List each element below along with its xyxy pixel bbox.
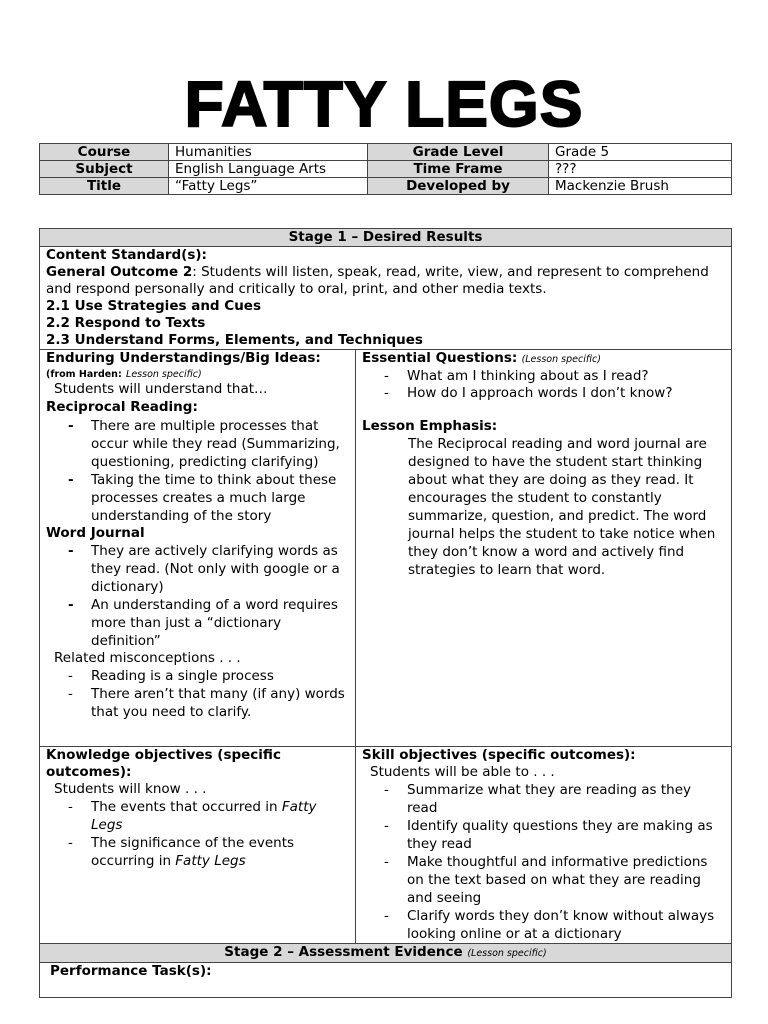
list-item: - How do I approach words I don’t know?	[384, 385, 673, 401]
unit-plan-table	[39, 228, 732, 998]
content-standards-cell	[40, 247, 732, 350]
outcome-2-2: 2.2 Respond to Texts	[46, 315, 206, 331]
list-item: - The significance of the events occurring in Fatty Legs	[68, 835, 295, 869]
list-item: - Summarize what they are reading as they read	[384, 782, 692, 816]
list-item: - Clarify words they don’t know without always looking online or at a dictionary	[384, 908, 715, 942]
knowledge-intro: Students will know . . .	[54, 781, 207, 797]
skill-intro: Students will be able to . . .	[370, 764, 555, 780]
list-item: - What am I thinking about as I read?	[384, 368, 649, 384]
list-item: - Reading is a single process	[68, 668, 274, 684]
lesson-emphasis-text: The Reciprocal reading and word journal are designed to have the student start thinking about what they are doing as they read. It encourages the student to constantly summarize, question, and predict. The word journal helps the student to take notice when they don’t know a word and actively find strategies to learn that word.	[408, 436, 716, 578]
essential-questions-list	[362, 368, 725, 402]
list-item: - Make thoughtful and informative predictions on the text based on what they are reading and seeing	[384, 854, 708, 906]
general-outcome-text: : Students will listen, speak, read, write, view, and represent to comprehend and respond personally and critically to oral, print, and other media texts.	[46, 264, 709, 297]
enduring-intro: Students will understand that…	[54, 381, 268, 397]
knowledge-objectives-cell	[40, 747, 356, 944]
reciprocal-list	[46, 417, 349, 525]
skill-objectives-cell	[356, 747, 732, 944]
dash-bullet: -	[384, 782, 389, 798]
enduring-understandings-cell	[40, 350, 356, 747]
dash-bullet: -	[68, 668, 73, 684]
dash-bullet: -	[384, 908, 389, 924]
list-item: - They are actively clarifying words as they read. (Not only with google or a dictionary)	[68, 543, 340, 595]
title-value: “Fatty Legs”	[169, 178, 368, 195]
skill-heading: Skill objectives (specific outcomes):	[362, 747, 636, 763]
time-frame-label: Time Frame	[368, 161, 549, 178]
course-value: Humanities	[169, 144, 368, 161]
outcome-2-3: 2.3 Understand Forms, Elements, and Techniques	[46, 332, 423, 348]
dash-bullet: -	[384, 368, 389, 384]
knowledge-list	[46, 798, 349, 870]
dash-bullet: -	[68, 686, 73, 702]
course-info-table	[39, 143, 732, 195]
dash-bullet: -	[68, 472, 74, 488]
word-journal-list	[46, 542, 349, 650]
word-journal-heading: Word Journal	[46, 525, 145, 541]
reciprocal-heading: Reciprocal Reading:	[46, 399, 198, 415]
skill-list	[362, 781, 725, 943]
info-row	[40, 161, 732, 178]
outcome-2-1: 2.1 Use Strategies and Cues	[46, 298, 261, 314]
developed-by-value: Mackenzie Brush	[549, 178, 732, 195]
stage2-note: (Lesson specific)	[467, 948, 547, 959]
essential-heading-line	[362, 350, 725, 368]
dash-bullet: -	[384, 818, 389, 834]
misconceptions-list	[46, 667, 349, 721]
info-row	[40, 144, 732, 161]
dash-bullet: -	[68, 835, 73, 851]
list-item: - Identify quality questions they are making as they read	[384, 818, 713, 852]
misconceptions-label: Related misconceptions . . .	[54, 650, 241, 666]
stage1-header: Stage 1 – Desired Results	[40, 229, 732, 247]
subject-value: English Language Arts	[169, 161, 368, 178]
list-item: - An understanding of a word requires more than just a “dictionary definition”	[68, 597, 338, 649]
dash-bullet: -	[384, 385, 389, 401]
performance-task-cell	[40, 963, 732, 998]
essential-questions-cell	[356, 350, 732, 747]
dash-bullet: -	[68, 543, 74, 559]
dash-bullet: -	[68, 799, 73, 815]
dash-bullet: -	[68, 597, 74, 613]
lesson-emphasis-heading: Lesson Emphasis:	[362, 418, 498, 434]
developed-by-label: Developed by	[368, 178, 549, 195]
general-outcome-label: General Outcome 2	[46, 264, 193, 280]
enduring-source: (from Harden: Lesson specific)	[46, 369, 202, 380]
dash-bullet: -	[68, 418, 74, 434]
knowledge-heading: Knowledge objectives (specific outcomes):	[46, 747, 281, 780]
dash-bullet: -	[384, 854, 389, 870]
list-item: - The events that occurred in Fatty Legs	[68, 799, 317, 833]
list-item: - There aren’t that many (if any) words that you need to clarify.	[68, 686, 345, 720]
document-title: FATTY LEGS	[184, 68, 584, 140]
essential-note: (Lesson specific)	[521, 354, 601, 365]
subject-label: Subject	[40, 161, 169, 178]
general-outcome	[46, 264, 725, 298]
title-label: Title	[40, 178, 169, 195]
list-item: - Taking the time to think about these processes creates a much large understanding of the story	[68, 472, 337, 524]
stage2-header: Stage 2 – Assessment Evidence (Lesson specific)	[40, 944, 732, 963]
essential-heading: Essential Questions:	[362, 350, 518, 366]
course-label: Course	[40, 144, 169, 161]
enduring-heading: Enduring Understandings/Big Ideas:	[46, 350, 321, 366]
info-row	[40, 178, 732, 195]
grade-value: Grade 5	[549, 144, 732, 161]
performance-task-label: Performance Task(s):	[50, 963, 212, 979]
list-item: - There are multiple processes that occur while they read (Summarizing, questioning, predicting clarifying)	[68, 418, 340, 470]
grade-label: Grade Level	[368, 144, 549, 161]
content-standards-label: Content Standard(s):	[46, 247, 207, 263]
time-frame-value: ???	[549, 161, 732, 178]
